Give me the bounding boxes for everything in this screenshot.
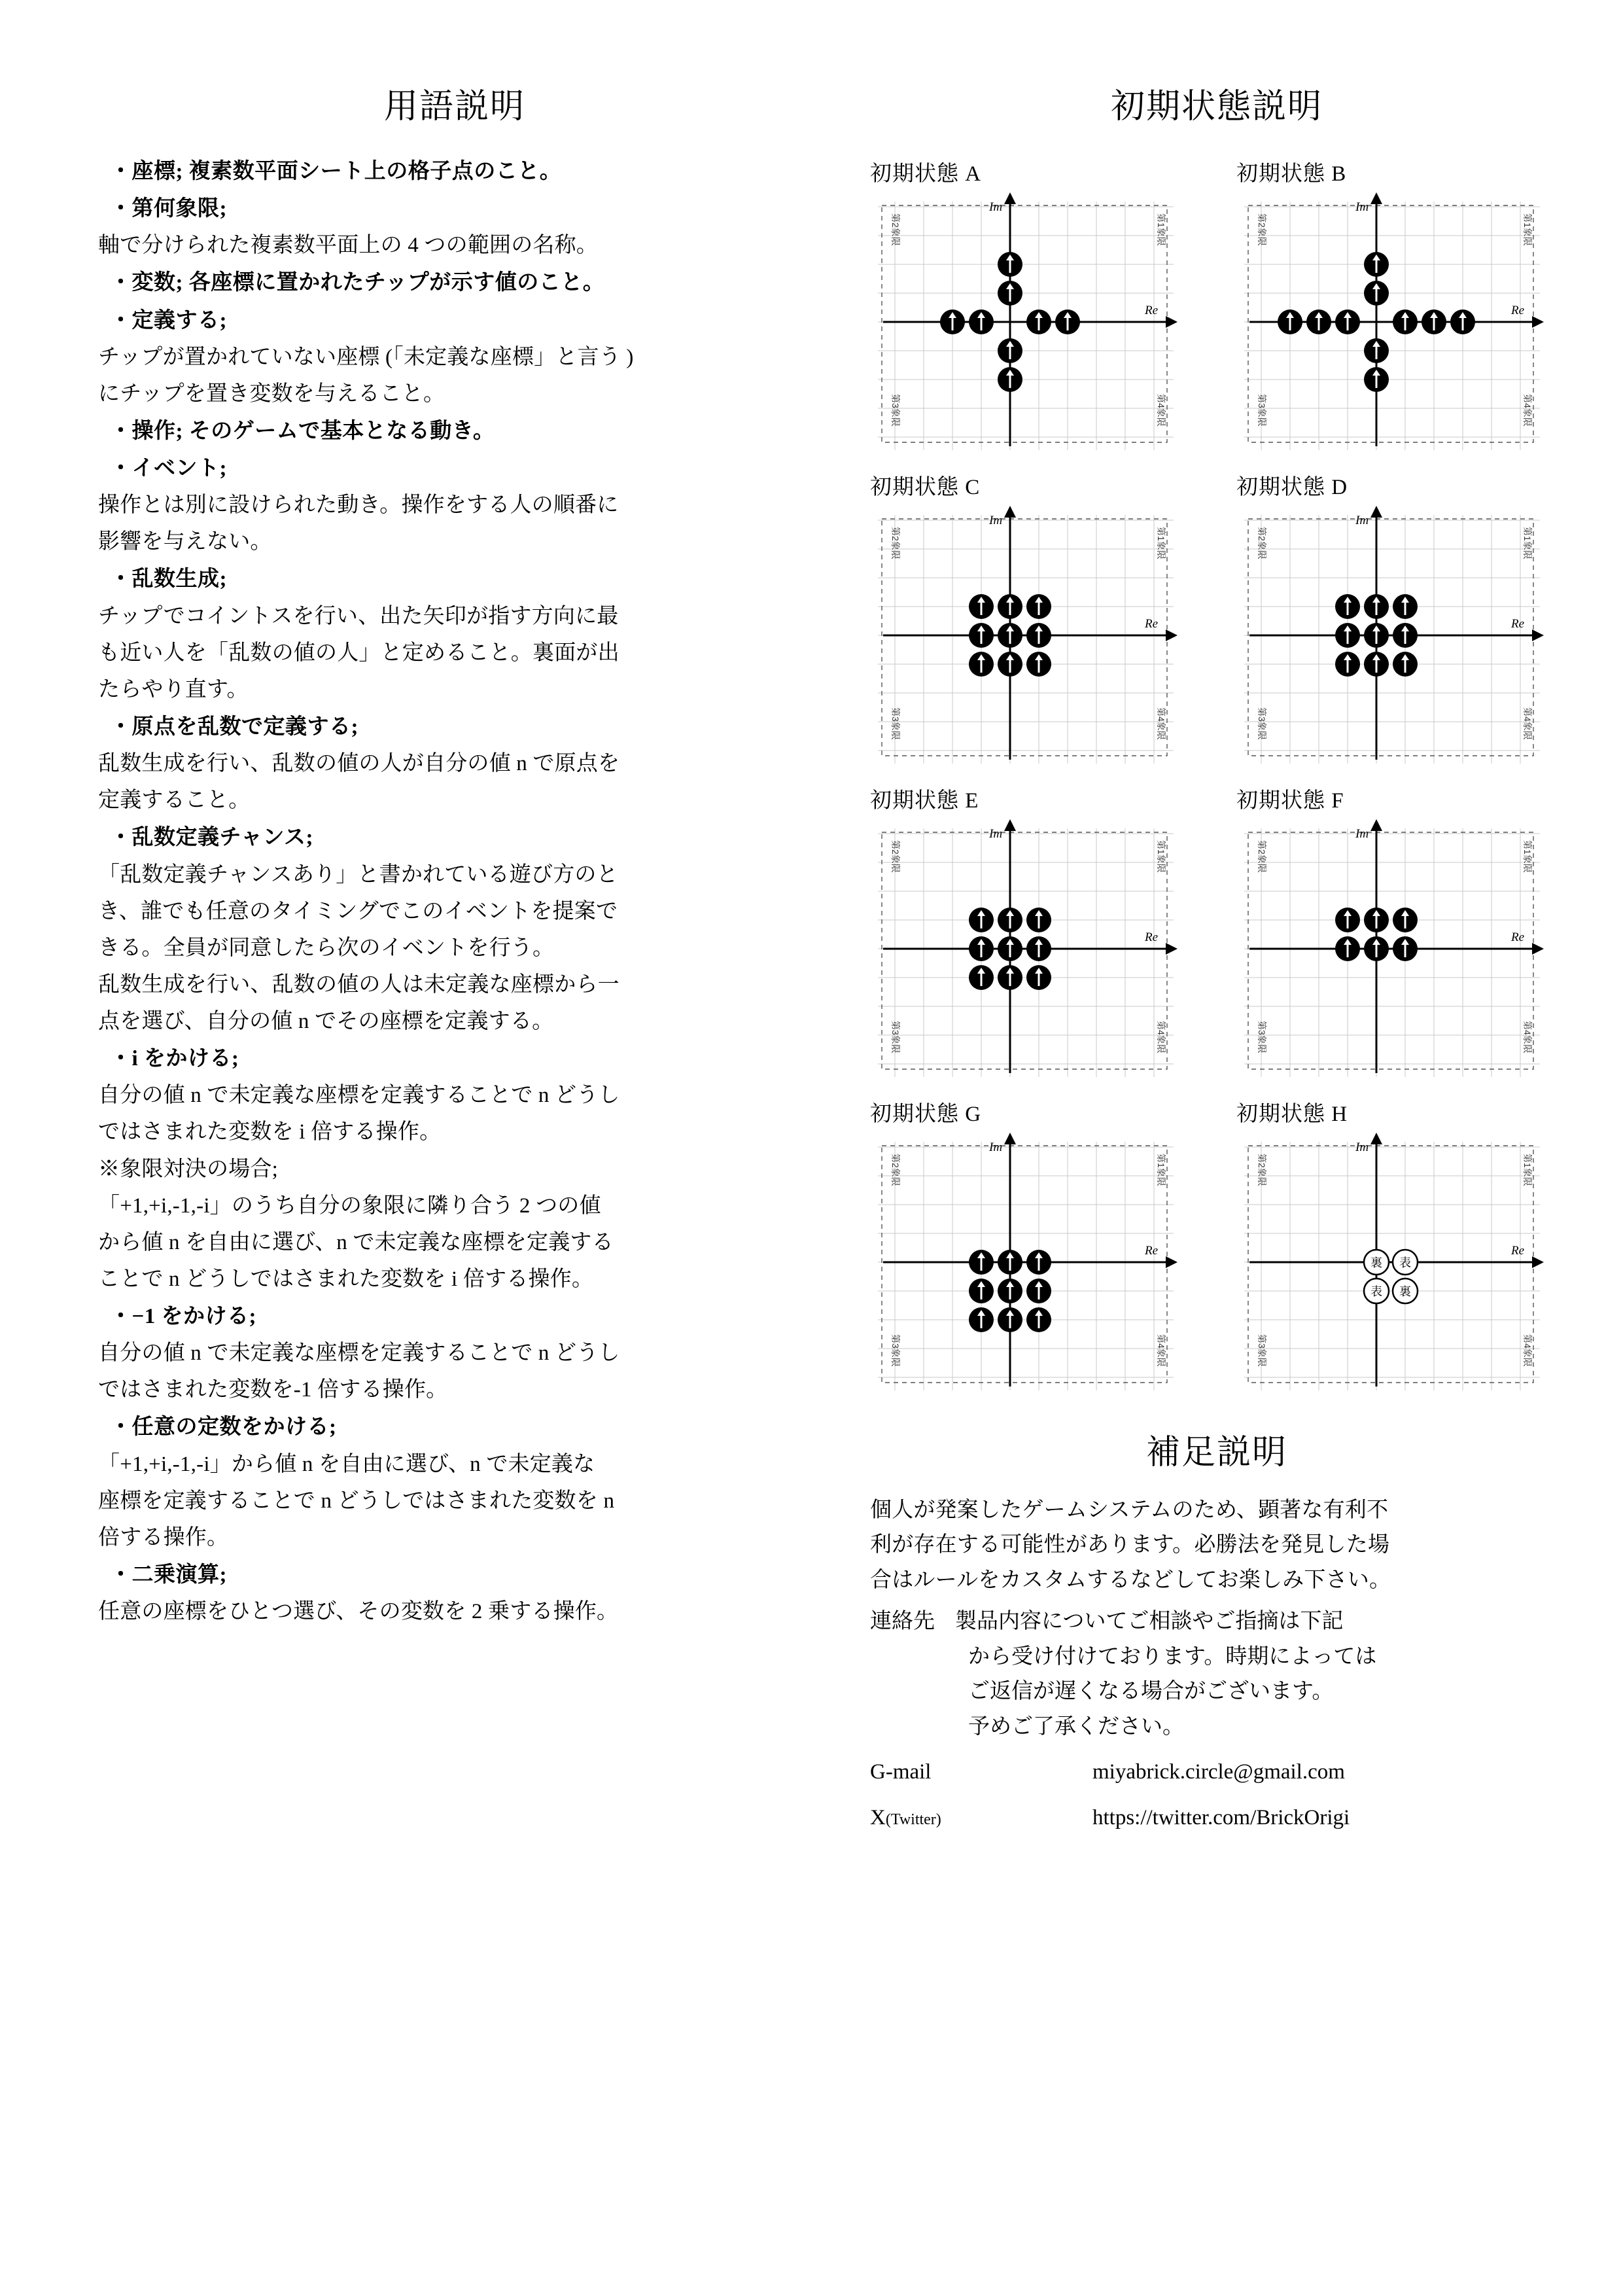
- svg-text:Im: Im: [1355, 514, 1369, 527]
- svg-text:第1象限: 第1象限: [1156, 840, 1166, 873]
- complex-plane-diagram: [873, 191, 1180, 459]
- contact-first-line: 製品内容についてご相談やご指摘は下記: [955, 1610, 1344, 1634]
- svg-text:Im: Im: [1355, 200, 1369, 214]
- contact-link-key-sub: (Twitter): [885, 1811, 941, 1829]
- complex-plane-diagram: [1239, 191, 1546, 459]
- svg-text:Re: Re: [1511, 617, 1525, 631]
- svg-text:第4象限: 第4象限: [1156, 707, 1166, 740]
- complex-plane-diagram: [1239, 504, 1546, 773]
- contact-link-x: [870, 1799, 1563, 1836]
- term-head: ・変数; 各座標に置かれたチップが示す値のこと。: [110, 271, 605, 295]
- initial-state-label: 初期状態 D: [1236, 476, 1348, 499]
- svg-text:第1象限: 第1象限: [1156, 1154, 1166, 1186]
- term-body: 「乱数定義チャンスあり」と書かれている遊び方のと: [98, 862, 618, 887]
- svg-text:第4象限: 第4象限: [1522, 394, 1533, 427]
- complex-plane-diagram: [1239, 818, 1546, 1086]
- svg-text:Re: Re: [1511, 304, 1525, 317]
- contact-link-key-main: X: [870, 1806, 886, 1830]
- svg-text:第4象限: 第4象限: [1522, 1021, 1533, 1053]
- term-head: ・二乗演算;: [110, 1563, 227, 1587]
- term-head: ・i をかける;: [110, 1047, 239, 1071]
- svg-text:第1象限: 第1象限: [1522, 1154, 1533, 1186]
- page-title-supplement: 補足説明: [1145, 1434, 1287, 1472]
- svg-text:Re: Re: [1145, 304, 1159, 317]
- svg-text:Im: Im: [989, 1140, 1003, 1154]
- initial-state-label: 初期状態 H: [1236, 1103, 1348, 1126]
- svg-text:裏: 裏: [1399, 1285, 1411, 1298]
- initial-state-cell: [1236, 779, 1563, 1089]
- initial-state-cell: [870, 152, 1197, 462]
- contact-link-key: [870, 1799, 1092, 1836]
- term-body: チップが置かれていない座標 (「未定義な座標」と言う ): [98, 345, 634, 369]
- initial-state-cell: [1236, 152, 1563, 462]
- initial-state-label: 初期状態 B: [1236, 162, 1347, 186]
- initial-state-cell: [870, 1093, 1197, 1402]
- term-body: たらやり直す。: [98, 677, 249, 701]
- term-body: 軸で分けられた複素数平面上の 4 つの範囲の名称。: [98, 234, 598, 258]
- term-head: ・原点を乱数で定義する;: [110, 715, 358, 739]
- initial-states-column: [870, 79, 1563, 1836]
- term-head: ・第何象限;: [110, 197, 227, 221]
- contact-sub-line: 予めご了承ください。: [968, 1714, 1184, 1739]
- term-body: 「+1,+i,-1,-i」のうち自分の象限に隣り合う 2 つの値: [98, 1193, 601, 1218]
- term-body: 任意の座標をひとつ選び、その変数を 2 乗する操作。: [98, 1600, 619, 1624]
- supplement-body-line: 個人が発案したゲームシステムのため、顕著な有利不: [870, 1498, 1389, 1522]
- term-head: ・−1 をかける;: [110, 1305, 257, 1329]
- svg-text:第3象限: 第3象限: [890, 1334, 901, 1367]
- page-title-terminology: 用語説明: [383, 88, 525, 126]
- initial-state-cell: [870, 779, 1197, 1089]
- initial-state-cell: [1236, 1093, 1563, 1402]
- svg-text:第2象限: 第2象限: [1257, 213, 1267, 246]
- page-title-initial-states: 初期状態説明: [1110, 88, 1323, 126]
- svg-text:Im: Im: [989, 200, 1003, 214]
- svg-text:第2象限: 第2象限: [1257, 840, 1267, 873]
- svg-text:Im: Im: [989, 827, 1003, 841]
- contact-sub-line: から受け付けております。時期によっては: [968, 1644, 1377, 1669]
- term-body: きる。全員が同意したら次のイベントを行う。: [98, 936, 555, 960]
- term-head: ・乱数定義チャンス;: [110, 826, 314, 850]
- svg-text:第1象限: 第1象限: [1156, 527, 1166, 559]
- initial-state-cell: [1236, 466, 1563, 775]
- term-head: ・座標; 複素数平面シート上の格子点のこと。: [110, 160, 562, 183]
- svg-text:第4象限: 第4象限: [1156, 1334, 1166, 1367]
- contact-link-value[interactable]: miyabrick.circle@gmail.com: [1092, 1760, 1345, 1784]
- svg-text:裏: 裏: [1370, 1256, 1382, 1269]
- term-body: ※象限対決の場合;: [98, 1157, 278, 1181]
- svg-text:第2象限: 第2象限: [890, 527, 901, 559]
- term-body: 乱数生成を行い、乱数の値の人は未定義な座標から一: [98, 972, 620, 997]
- term-head: ・任意の定数をかける;: [110, 1415, 337, 1439]
- initial-states-grid: [870, 152, 1563, 1402]
- initial-state-cell: [870, 466, 1197, 775]
- svg-text:第1象限: 第1象限: [1522, 840, 1533, 873]
- complex-plane-diagram: [873, 504, 1180, 773]
- term-body: から値 n を自由に選び、n で未定義な座標を定義する: [98, 1230, 614, 1254]
- contact-link-value[interactable]: https://twitter.com/BrickOrigi: [1092, 1806, 1350, 1830]
- svg-text:第3象限: 第3象限: [1257, 1021, 1267, 1053]
- term-body: 倍する操作。: [98, 1525, 229, 1549]
- term-body: 操作とは別に設けられた動き。操作をする人の順番に: [98, 493, 619, 518]
- supplement-body-line: 利が存在する可能性があります。必勝法を発見した場: [870, 1533, 1390, 1557]
- svg-text:第3象限: 第3象限: [890, 707, 901, 740]
- svg-text:表: 表: [1399, 1256, 1411, 1269]
- svg-text:第1象限: 第1象限: [1156, 213, 1166, 246]
- svg-text:第2象限: 第2象限: [890, 840, 901, 873]
- term-head: ・操作; そのゲームで基本となる動き。: [110, 419, 495, 443]
- term-body: 影響を与えない。: [98, 530, 272, 554]
- complex-plane-diagram: [1239, 1131, 1546, 1400]
- svg-text:第2象限: 第2象限: [1257, 1154, 1267, 1186]
- svg-text:Re: Re: [1511, 1244, 1525, 1258]
- svg-text:Re: Re: [1145, 930, 1159, 944]
- term-body: ことで n どうしではさまれた変数を i 倍する操作。: [98, 1267, 594, 1291]
- term-body: 「+1,+i,-1,-i」から値 n を自由に選び、n で未定義な: [98, 1452, 595, 1476]
- term-head: ・乱数生成;: [110, 567, 227, 592]
- term-body: 自分の値 n で未定義な座標を定義することで n どうし: [98, 1341, 620, 1366]
- svg-text:第4象限: 第4象限: [1156, 1021, 1166, 1053]
- term-body: 点を選び、自分の値 n でその座標を定義する。: [98, 1010, 554, 1034]
- contact-row: [870, 1604, 1563, 1639]
- svg-text:Im: Im: [1355, 1140, 1369, 1154]
- initial-state-label: 初期状態 C: [870, 476, 981, 499]
- svg-text:Im: Im: [1355, 827, 1369, 841]
- initial-state-label: 初期状態 A: [870, 162, 982, 186]
- term-body: 自分の値 n で未定義な座標を定義することで n どうし: [98, 1084, 620, 1108]
- svg-text:第1象限: 第1象限: [1522, 527, 1533, 559]
- contact-link-key: G-mail: [870, 1760, 932, 1784]
- svg-text:第3象限: 第3象限: [1257, 394, 1267, 427]
- svg-text:第3象限: 第3象限: [890, 394, 901, 427]
- contact-link-gmail: [870, 1754, 1563, 1790]
- svg-text:表: 表: [1370, 1285, 1382, 1298]
- complex-plane-diagram: [873, 1131, 1180, 1400]
- svg-text:第3象限: 第3象限: [1257, 707, 1267, 740]
- svg-text:第1象限: 第1象限: [1522, 213, 1533, 246]
- svg-text:第4象限: 第4象限: [1522, 1334, 1533, 1367]
- svg-text:第3象限: 第3象限: [890, 1021, 901, 1053]
- contact-label: 連絡先: [870, 1610, 935, 1634]
- term-head: ・イベント;: [110, 457, 227, 481]
- svg-text:Re: Re: [1511, 930, 1525, 944]
- term-body: 定義すること。: [98, 788, 251, 813]
- svg-text:第2象限: 第2象限: [890, 1154, 901, 1186]
- term-body: き、誰でも任意のタイミングでこのイベントを提案で: [98, 899, 618, 923]
- term-body: 乱数生成を行い、乱数の値の人が自分の値 n で原点を: [98, 752, 620, 776]
- initial-state-label: 初期状態 G: [870, 1103, 982, 1126]
- term-body: ではさまれた変数を-1 倍する操作。: [98, 1378, 448, 1402]
- term-body: チップでコイントスを行い、出た矢印が指す方向に最: [98, 604, 619, 628]
- svg-text:第3象限: 第3象限: [1257, 1334, 1267, 1367]
- complex-plane-diagram: [873, 818, 1180, 1086]
- svg-text:第4象限: 第4象限: [1156, 394, 1166, 427]
- initial-state-label: 初期状態 F: [1236, 789, 1344, 813]
- term-body: も近い人を「乱数の値の人」と定めること。裏面が出: [98, 641, 620, 665]
- two-column-layout: [98, 79, 1533, 1836]
- term-body: にチップを置き変数を与えること。: [98, 381, 445, 406]
- term-body: ではさまれた変数を i 倍する操作。: [98, 1120, 442, 1144]
- term-body: 座標を定義することで n どうしではさまれた変数を n: [98, 1489, 615, 1513]
- term-head: ・定義する;: [110, 308, 227, 332]
- svg-text:Re: Re: [1145, 1244, 1159, 1258]
- svg-text:第2象限: 第2象限: [1257, 527, 1267, 559]
- terminology-column: [98, 79, 811, 1836]
- svg-text:Im: Im: [989, 514, 1003, 527]
- svg-text:Re: Re: [1145, 617, 1159, 631]
- svg-text:第4象限: 第4象限: [1522, 707, 1533, 740]
- contact-sub-line: ご返信が遅くなる場合がございます。: [968, 1680, 1334, 1704]
- svg-text:第2象限: 第2象限: [890, 213, 901, 246]
- initial-state-label: 初期状態 E: [870, 789, 979, 813]
- supplement-body-line: 合はルールをカスタムするなどしてお楽しみ下さい。: [870, 1568, 1391, 1592]
